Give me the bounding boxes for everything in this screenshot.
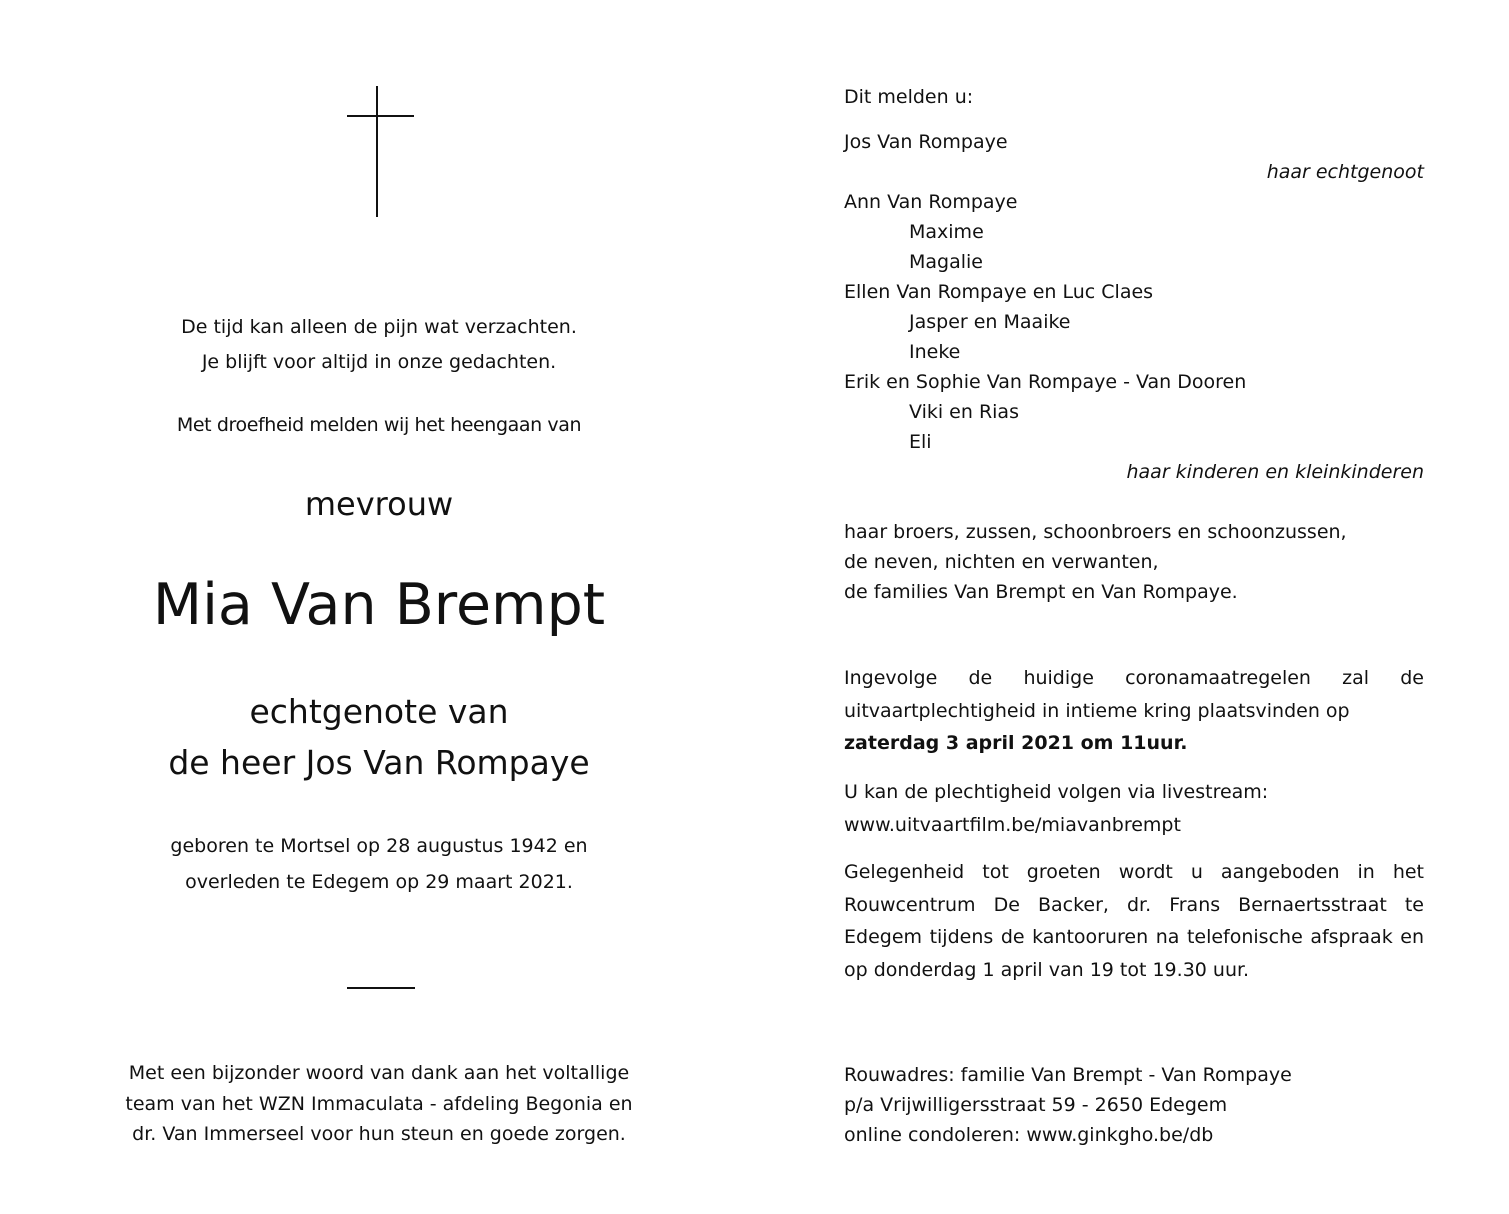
address-block [844, 1060, 1292, 1150]
ceremony-text: Ingevolge de huidige coronamaatregelen zal de uitvaartplechtigheid in intieme kring plaatsvinden op [844, 667, 1424, 722]
relatives-line: de families Van Brempt en Van Rompaye. [844, 581, 1238, 603]
husband-name: Jos Van Rompaye [844, 131, 1008, 153]
relatives-line: haar broers, zussen, schoonbroers en schoonzussen, [844, 521, 1347, 543]
family-list [844, 127, 1424, 487]
child-name: Ellen Van Rompaye en Luc Claes [844, 281, 1154, 303]
grandchild-name: Maxime [909, 221, 984, 243]
divider [347, 987, 415, 989]
thanks-line: Met een bijzonder woord van dank aan het voltallige [128, 1062, 630, 1084]
thanks-line: team van het WZN Immaculata - afdeling Begonia en [125, 1092, 633, 1115]
spouse-info [40, 686, 718, 788]
deceased-title: mevrouw [304, 485, 454, 523]
spouse-line: echtgenote van [249, 692, 509, 731]
grandchild-name: Jasper en Maaike [909, 311, 1071, 333]
thanks [40, 1058, 718, 1150]
grandchild-name: Magalie [909, 251, 983, 273]
grandchild-name: Ineke [909, 341, 961, 363]
condolence-link[interactable]: online condoleren: www.ginkgho.be/db [844, 1124, 1214, 1146]
life-dates [40, 828, 718, 900]
deceased-name: Mia Van Brempt [152, 572, 606, 638]
livestream-text: U kan de plechtigheid volgen via livestream: [844, 781, 1269, 803]
grandchild-name: Viki en Rias [909, 401, 1019, 423]
husband-role: haar echtgenoot [1266, 161, 1424, 183]
birth-line: geboren te Mortsel op 28 augustus 1942 en [170, 835, 588, 857]
announcement: Met droefheid melden wij het heengaan van [176, 414, 582, 436]
cross-vertical-bar [376, 86, 378, 217]
livestream-url[interactable]: www.uitvaartfilm.be/miavanbrempt [844, 813, 1181, 836]
thanks-line: dr. Van Immerseel voor hun steun en goede zorgen. [132, 1123, 626, 1145]
address-line: p/a Vrijwilligersstraat 59 - 2650 Edegem [844, 1094, 1228, 1116]
address-line: Rouwadres: familie Van Brempt - Van Rompaye [844, 1064, 1292, 1086]
poem [40, 310, 718, 380]
children-role: haar kinderen en kleinkinderen [1126, 461, 1424, 483]
grandchild-name: Eli [909, 431, 932, 453]
relatives [844, 517, 1347, 607]
greeting-info: Gelegenheid tot groeten wordt u aangeboden in het Rouwcentrum De Backer, dr. Frans Bernaertsstraat te Edegem tijdens de kantooruren na telefonische afspraak en op donderdag 1 april van 19 tot 19.30 uur. [844, 861, 1424, 981]
spouse-line: de heer Jos Van Rompaye [168, 743, 590, 782]
intro: Dit melden u: [844, 86, 974, 108]
child-name: Erik en Sophie Van Rompaye - Van Dooren [844, 371, 1247, 393]
child-name: Ann Van Rompaye [844, 191, 1018, 213]
relatives-line: de neven, nichten en verwanten, [844, 551, 1159, 573]
cross-horizontal-bar [347, 115, 414, 117]
ceremony-info [844, 662, 1424, 760]
ceremony-date: zaterdag 3 april 2021 om 11uur. [844, 732, 1188, 754]
death-line: overleden te Edegem op 29 maart 2021. [185, 871, 573, 893]
poem-line: De tijd kan alleen de pijn wat verzachten. [181, 316, 577, 338]
livestream [844, 776, 1268, 841]
poem-line: Je blijft voor altijd in onze gedachten. [201, 351, 557, 373]
